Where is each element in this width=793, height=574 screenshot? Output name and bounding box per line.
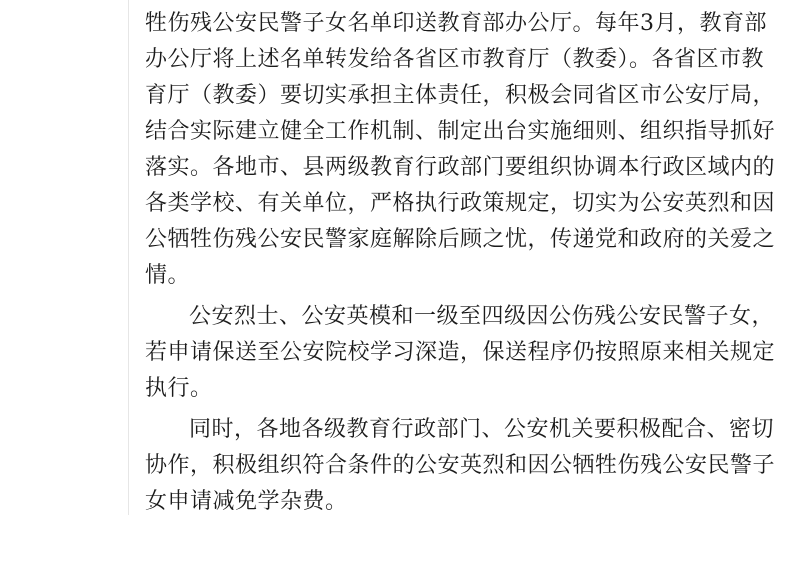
text-line: 公安烈士、公安英模和一级至四级因公伤残公安民警子女， xyxy=(189,304,775,329)
text-line: 结合实际建立健全工作机制、制定出台实施细则、组织指导抓好 xyxy=(145,119,776,144)
paragraph-3 xyxy=(145,412,776,520)
text-line: 牲伤残公安民警子女名单印送教育部办公厅。每年3月，教育部 xyxy=(145,11,767,36)
text-line: 公牺牲伤残公安民警家庭解除后顾之忧，传递党和政府的关爱之 xyxy=(145,227,776,252)
text-line: 落实。各地市、县两级教育行政部门要组织协调本行政区域内的 xyxy=(145,155,776,180)
paragraph-2 xyxy=(145,299,776,407)
text-line: 办公厅将上述名单转发给各省区市教育厅（教委）。各省区市教 xyxy=(145,47,765,72)
text-line: 各类学校、有关单位，严格执行政策规定，切实为公安英烈和因 xyxy=(145,191,776,216)
text-line: 女申请减免学杂费。 xyxy=(145,489,348,514)
text-line: 育厅（教委）要切实承担主体责任，积极会同省区市公安厅局， xyxy=(145,83,776,108)
text-line: 执行。 xyxy=(145,376,213,401)
text-line: 情。 xyxy=(145,263,191,288)
text-line: 协作，积极组织符合条件的公安英烈和因公牺牲伤残公安民警子 xyxy=(145,453,776,478)
text-line: 同时，各地各级教育行政部门、公安机关要积极配合、密切 xyxy=(189,417,775,442)
scan-edge-line xyxy=(128,0,129,515)
text-line: 若申请保送至公安院校学习深造，保送程序仍按照原来相关规定 xyxy=(145,340,776,365)
document-body xyxy=(145,6,776,520)
paragraph-1 xyxy=(145,6,776,294)
